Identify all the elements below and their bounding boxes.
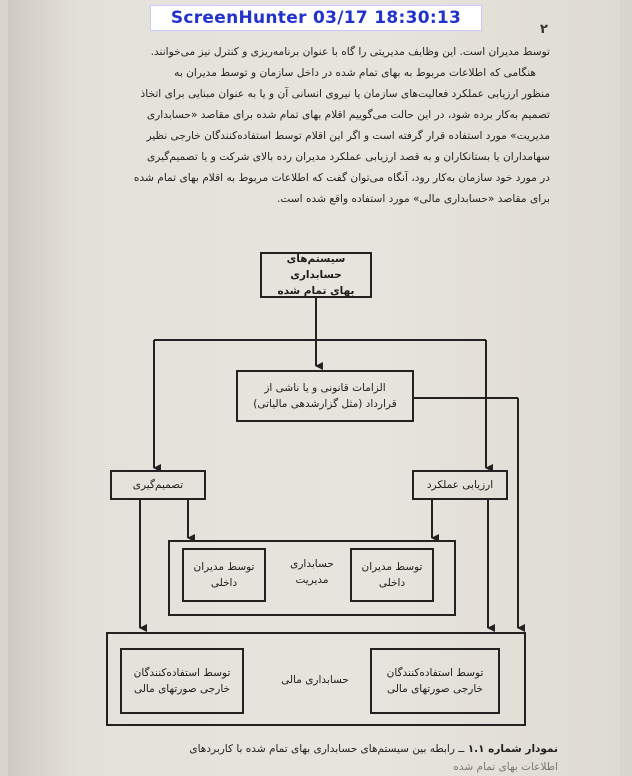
box-line: توسط استفاده‌کنندگان — [386, 667, 484, 679]
figure-caption — [90, 740, 558, 776]
caption-label: نمودار شماره ۱.۱ — [467, 743, 558, 755]
box-line: الزامات قانونی و یا ناشی از — [264, 382, 386, 394]
box-line: داخلی — [210, 577, 238, 589]
paragraph-line: برای مقاصد «حسابداری مالی» مورد استفاده واقع شده است. — [277, 193, 550, 205]
box-line: توسط مدیران — [193, 561, 255, 573]
paragraph-line: مدیریت» مورد استفاده قرار گرفته است و اگر این اقلام توسط استفاده‌کنندگان خارجی نظیر — [146, 130, 550, 142]
financial-accounting-label — [270, 672, 360, 688]
box-line: توسط استفاده‌کنندگان — [133, 667, 231, 679]
legal-requirements-box — [236, 370, 414, 422]
paragraph-line: تصمیم به‌کار برده شود، در این حالت می‌گوییم اقلام بهای تمام شده برای مقاصد «حسابداری — [146, 109, 550, 121]
paragraph-line: در مورد خود سازمان به‌کار رود، آنگاه می‌توان گفت که اطلاعات مربوط به اقلام بهای تمام شده — [133, 172, 550, 184]
box-line: خارجی صورتهای مالی — [133, 683, 231, 695]
box-line: داخلی — [378, 577, 406, 589]
box-line: سیستم‌های حسابداری — [286, 253, 346, 281]
box-line: بهای تمام شده — [277, 285, 355, 297]
paragraph-line: منظور ارزیابی عملکرد فعالیت‌های سازمان یا نیروی انسانی آن و یا به عنوان مبنایی برای اتخاذ — [140, 88, 550, 100]
external-users-right-box — [370, 648, 500, 714]
decision-making-box — [110, 470, 206, 500]
screenhunter-watermark: ScreenHunter 03/17 18:30:13 — [150, 5, 482, 31]
cost-accounting-systems-box — [260, 252, 372, 298]
box-line: قرارداد (مثل گزارشدهی مالیاتی) — [253, 398, 397, 410]
caption-line-2: اطلاعات بهای تمام شده — [453, 761, 558, 773]
box-line: حسابداری — [290, 558, 334, 570]
box-line: خارجی صورتهای مالی — [386, 683, 484, 695]
management-accounting-label — [276, 556, 348, 588]
box-line: حسابداری مالی — [281, 674, 349, 686]
performance-evaluation-box — [412, 470, 508, 500]
page-number: ۲ — [540, 22, 548, 37]
paragraph-line: سهامداران یا بستانکاران و به قصد ارزیابی عملکرد مدیران رده بالای شرکت و یا تصمیم‌گیری — [146, 151, 550, 163]
paragraph-line: هنگامی که اطلاعات مربوط به بهای تمام شده در داخل سازمان و توسط مدیران به — [174, 67, 536, 79]
box-line: ارزیابی عملکرد — [426, 479, 494, 491]
paragraph-line: توسط مدیران است. این وظایف مدیریتی را گاه با عنوان برنامه‌ریزی و کنترل نیز می‌خوانند. — [150, 46, 550, 58]
internal-managers-right-box — [350, 548, 434, 602]
internal-managers-left-box — [182, 548, 266, 602]
box-line: مدیریت — [295, 574, 329, 586]
caption-text: ــ رابطه بین سیستم‌های حسابداری بهای تمام شده با کاربردهای — [189, 743, 468, 755]
box-line: توسط مدیران — [361, 561, 423, 573]
box-line: تصمیم‌گیری — [132, 479, 184, 491]
external-users-left-box — [120, 648, 244, 714]
